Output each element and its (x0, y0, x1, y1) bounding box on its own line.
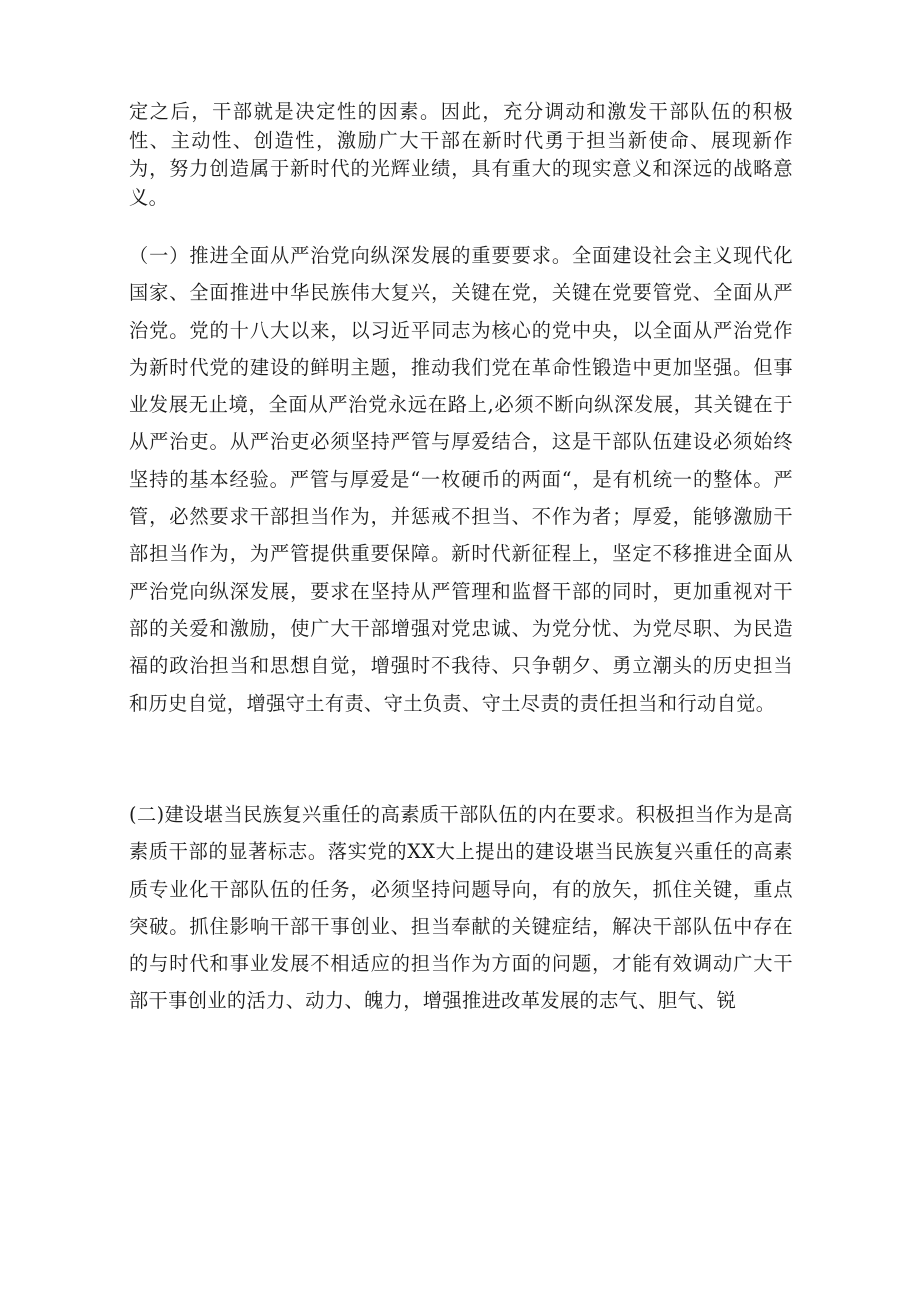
paragraph-section-two: (二)建设堪当民族复兴重任的高素质干部队伍的内在要求。积极担当作为是高素质干部的显著标志。落实党的XX大上提出的建设堪当民族复兴重任的高素质专业化干部队伍的任务，必须坚持问题导向，有的放矢，抓住关键，重点突破。抓住影响干部干事创业、担当奉献的关键症结，解决干部队伍中存在的与时代和事业发展不相适应的担当作为方面的问题，才能有效调动广大干部干事创业的活力、动力、魄力，增强推进改革发展的志气、胆气、锐 (129, 803, 793, 1013)
paragraph-intro-continuation: 定之后，干部就是决定性的因素。因此，充分调动和激发干部队伍的积极性、主动性、创造性，激励广大干部在新时代勇于担当新使命、展现新作为，努力创造属于新时代的光辉业绩，具有重大的现实意义和深远的战略意义。 (129, 100, 793, 209)
paragraph-section-one: （一）推进全面从严治党向纵深发展的重要要求。全面建设社会主义现代化国家、全面推进中华民族伟大复兴，关键在党，关键在党要管党、全面从严治党。党的十八大以来，以习近平同志为核心的党中央，以全面从严治党作为新时代党的建设的鲜明主题，推动我们党在革命性锻造中更加坚强。但事业发展无止境，全面从严治党永远在路上,必须不断向纵深发展，其关键在于从严治吏。从严治吏必须坚持严管与厚爱结合，这是干部队伍建设必须始终坚持的基本经验。严管与厚爱是“一枚硬币的两面“，是有机统一的整体。严管，必然要求干部担当作为，并惩戒不担当、不作为者；厚爱，能够激励干部担当作为，为严管提供重要保障。新时代新征程上，坚定不移推进全面从严治党向纵深发展，要求在坚持从严管理和监督干部的同时，更加重视对干部的关爱和激励，使广大干部增强对党忠诚、为党分忧、为党尽职、为民造福的政治担当和思想自觉，增强时不我待、只争朝夕、勇立潮头的历史担当和历史自觉，增强守土有责、守土负责、守土尽责的责任担当和行动自觉。 (129, 244, 793, 715)
